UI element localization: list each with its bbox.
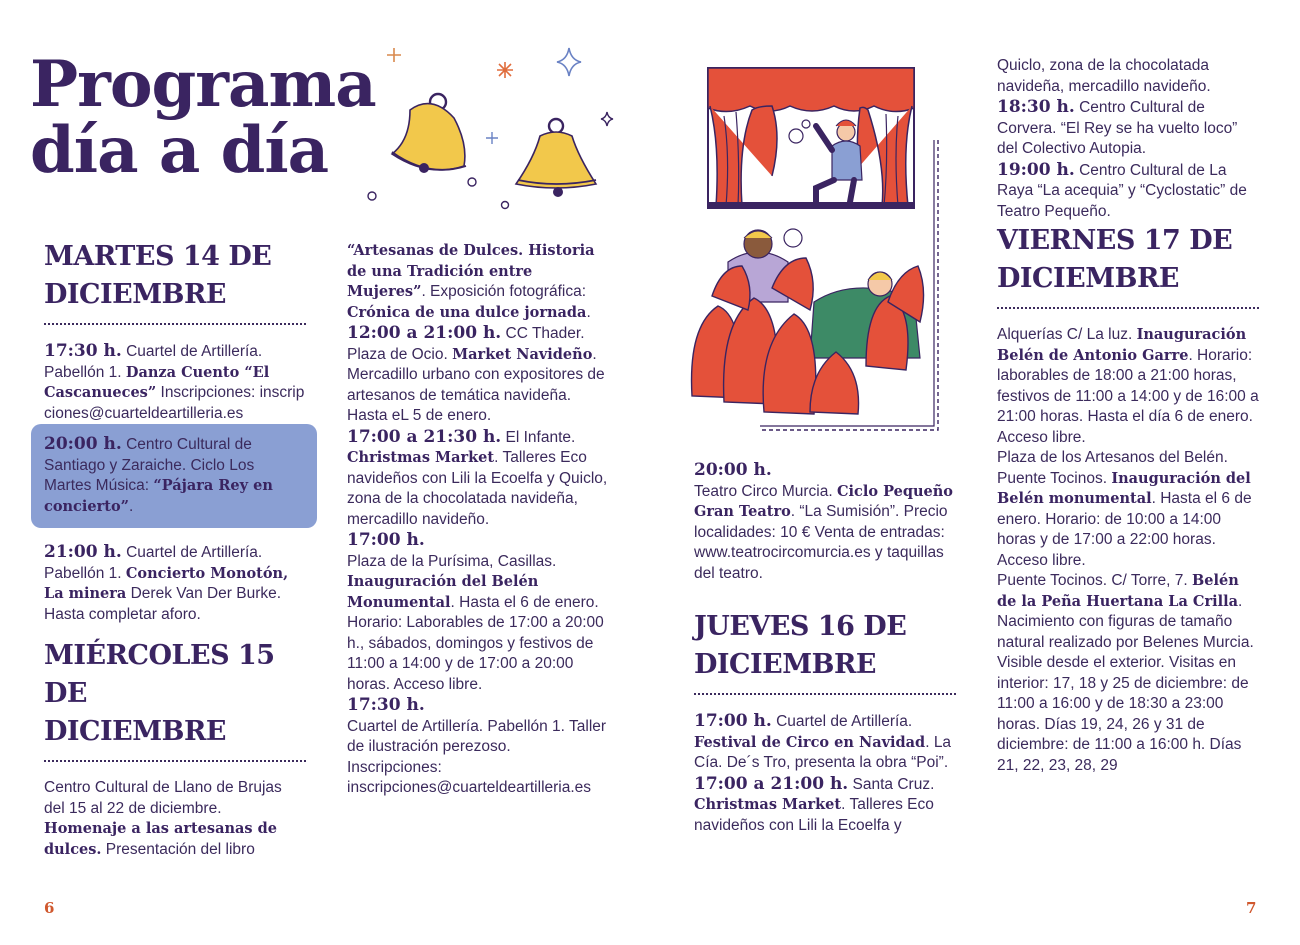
event-title: Danza Cuento “El Cascanueces”	[44, 363, 270, 401]
theater-illustration	[688, 66, 960, 436]
event-title: Ciclo Pequeño Gran Teatro	[694, 482, 953, 520]
event-entry: Puente Tocinos. C/ Torre, 7. Belén de la Peña Huertana La Crilla. Nacimiento con figuras de tamaño natural realizado por Belenes Murcia. Visible desde el exterior. Visitas en interior: 17, 18 y 25 de diciembre: de 11:00 a 16:00 y de 18:30 a 23:00 horas. Días 19, 24, 26 y 31 de diciembre: de 11:00 a 16:00 h. Días 21, 22, 23, 28, 29	[997, 572, 1254, 774]
event-time: 20:00 h.	[694, 460, 772, 480]
event-title: Christmas Market	[694, 796, 842, 813]
event-entry: 20:00 h. Centro Cultural de Santiago y Zaraiche. Ciclo Los Martes Música: “Pájara Rey en concierto”.	[44, 434, 273, 515]
event-title: Concierto Monotón, La minera	[44, 564, 289, 602]
event-title: Christmas Market	[347, 449, 495, 466]
sparkle-icon	[557, 48, 581, 76]
event-entry: 17:30 h. Cuartel de Artillería. Pabellón 1. Taller de ilustración perezoso. Inscripciones: inscripciones@cuarteldeartilleria.es	[347, 695, 607, 796]
event-time: 17:30 h.	[347, 695, 425, 715]
event-entry: 12:00 a 21:00 h. CC Thader. Plaza de Ocio. Market Navideño. Mercadillo urbano con expositores de artesanos de temática navideña. Hasta eL 5 de enero.	[347, 323, 605, 424]
event-title: Belén de la Peña Huertana La Crilla	[997, 572, 1239, 610]
sparkle-icon	[497, 62, 513, 78]
event-title: Homenaje a las artesanas de dulces.	[44, 820, 277, 858]
event-entry: Centro Cultural de Llano de Brujas del 15 al 22 de diciembre. Homenaje a las artesanas de dulces. Presentación del libro	[44, 779, 282, 858]
column-3	[694, 460, 956, 836]
sparkle-icon	[486, 132, 498, 144]
dotted-divider	[44, 760, 306, 762]
dotted-divider	[44, 323, 306, 325]
event-title: Inauguración del Belén Monumental	[347, 573, 539, 611]
dot-icon	[368, 192, 376, 200]
event-title: “Pájara Rey en concierto”	[44, 477, 273, 515]
dotted-divider	[997, 307, 1259, 309]
sparkle-icon	[387, 48, 401, 62]
event-title: Inauguración del Belén monumental	[997, 469, 1251, 507]
event-entry: 17:00 a 21:30 h. El Infante. Christmas Market. Talleres Eco navideños con Lili la Ecoelfa y Quiclo, zona de la chocolatada navideña, mercadillo navideño.	[347, 426, 608, 528]
event-time: 17:30 h.	[44, 341, 122, 361]
event-time: 21:00 h.	[44, 542, 122, 562]
event-entry: 21:00 h. Cuartel de Artillería. Pabellón 1. Concierto Monotón, La minera Derek Van Der Burke. Hasta completar aforo.	[44, 542, 289, 623]
event-entry: 17:00 h. Plaza de la Purísima, Casillas. Inauguración del Belén Monumental. Hasta el 6 de enero. Horario: Laborables de 17:00 a 20:00 h., sábados, domingos y festivos de 11:00 a 14:00 y de 17:00 a 20:00 horas. Acceso libre.	[347, 530, 604, 693]
day-heading: VIERNES 17 DE DICIEMBRE	[997, 225, 1233, 294]
event-time: 12:00 a 21:00 h.	[347, 323, 502, 343]
event-entry: 20:00 h. Teatro Circo Murcia. Ciclo Pequeño Gran Teatro. “La Sumisión”. Precio localidades: 10 € Venta de entradas: www.teatrocircomurcia.es y taquillas del teatro.	[694, 460, 953, 582]
event-time: 19:00 h.	[997, 159, 1075, 180]
column-1	[44, 238, 306, 860]
dot-icon	[502, 202, 509, 209]
day-heading: MIÉRCOLES 15 DE DICIEMBRE	[44, 640, 275, 747]
page-title	[30, 47, 376, 188]
dot-icon	[468, 178, 476, 186]
event-title: Festival de Circo en Navidad	[694, 733, 926, 751]
event-entry: 17:00 a 21:00 h. Santa Cruz. Christmas Market. Talleres Eco navideños con Lili la Ecoelfa y	[694, 773, 935, 834]
event-entry: Alquerías C/ La luz. Inauguración Belén de Antonio Garre. Horario: laborables de 18:00 a 21:00 horas, festivos de 11:00 a 14:00 y de 16:00 a 21:00 horas. Hasta el día 6 de enero. Acceso libre.	[997, 326, 1259, 446]
sparkle-icon	[601, 112, 613, 126]
event-time: 17:00 h.	[347, 530, 425, 550]
event-entry: Quiclo, zona de la chocolatada navideña, mercadillo navideño.	[997, 57, 1211, 95]
event-time: 17:00 a 21:00 h.	[694, 773, 849, 794]
event-entry: 17:30 h. Cuartel de Artillería. Pabellón 1. Danza Cuento “El Cascanueces” Inscripciones: inscripciones@cuarteldeartilleria.es	[44, 341, 305, 422]
title-line-2: día a día	[30, 113, 329, 188]
day-heading: MARTES 14 DE DICIEMBRE	[44, 241, 272, 310]
event-entry: 19:00 h. Centro Cultural de La Raya “La acequia” y “Cyclostatic” de Teatro Pequeño.	[997, 159, 1247, 220]
day-heading: JUEVES 16 DE DICIEMBRE	[694, 611, 907, 680]
page-number-left: 6	[44, 899, 55, 917]
event-entry: 17:00 h. Cuartel de Artillería. Festival de Circo en Navidad. La Cía. De´s Tro, presenta la obra “Poi”.	[694, 711, 952, 771]
event-title: Crónica de una dulce jornada	[347, 303, 587, 321]
highlighted-event	[31, 424, 317, 528]
bell-icon	[516, 119, 596, 197]
dotted-divider	[694, 693, 956, 695]
event-time: 18:30 h.	[997, 97, 1075, 117]
event-title: Inauguración Belén de Antonio Garre	[997, 326, 1247, 364]
bell-icon	[392, 94, 466, 173]
event-title: Market Navideño	[452, 345, 593, 363]
event-entry: Plaza de los Artesanos del Belén. Puente Tocinos. Inauguración del Belén monumental. Hasta el 6 de enero. Horario: de 10:00 a 14:00 horas y de 17:00 a 22:00 horas. Acceso libre.	[997, 449, 1252, 569]
page-number-right: 7	[1246, 899, 1257, 917]
event-time: 20:00 h.	[44, 434, 122, 454]
title-line-1: Programa	[30, 47, 376, 122]
event-entry: 18:30 h. Centro Cultural de Corvera. “El Rey se ha vuelto loco” del Colectivo Autopia.	[997, 97, 1238, 157]
event-title: “Artesanas de Dulces. Historia de una Tradición entre Mujeres”	[347, 242, 595, 300]
event-entry: “Artesanas de Dulces. Historia de una Tradición entre Mujeres”. Exposición fotográfica: Crónica de una dulce jornada.	[347, 242, 595, 321]
event-time: 17:00 h.	[694, 711, 772, 731]
column-2	[347, 241, 609, 799]
column-4	[997, 56, 1259, 776]
event-time: 17:00 a 21:30 h.	[347, 426, 502, 447]
bells-decoration	[362, 40, 617, 210]
